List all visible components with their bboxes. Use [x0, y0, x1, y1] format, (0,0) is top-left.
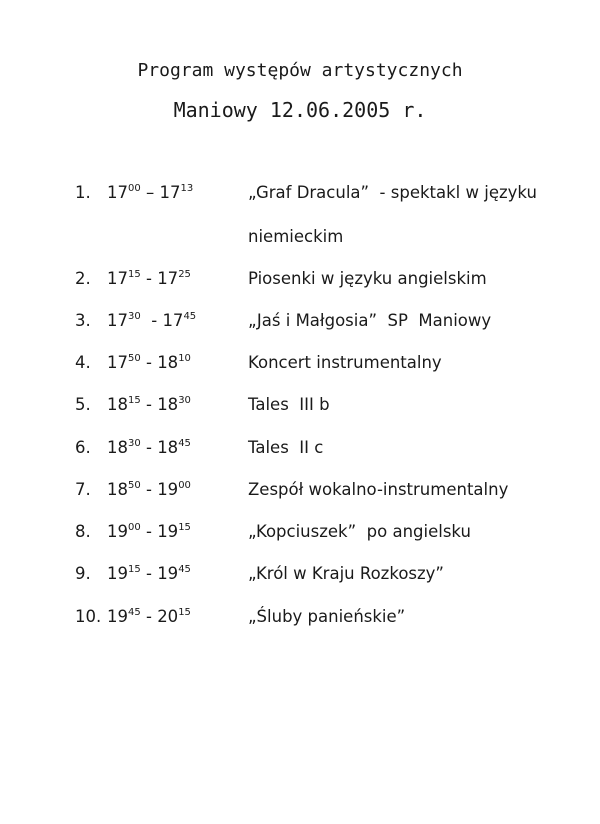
end-hour: 18	[157, 353, 179, 372]
start-minute: 30	[128, 438, 141, 449]
end-hour: 18	[157, 395, 179, 414]
item-description: Zespół wokalno-instrumentalny	[248, 480, 509, 499]
end-minute: 25	[178, 269, 191, 280]
start-hour: 18	[107, 395, 128, 414]
item-time	[107, 607, 191, 626]
start-minute: 30	[128, 311, 141, 322]
start-minute: 15	[128, 395, 141, 406]
start-minute: 15	[128, 564, 141, 575]
item-time	[107, 480, 191, 499]
item-number: 9.	[75, 564, 91, 583]
item-number: 5.	[75, 395, 91, 414]
end-hour: 17	[162, 311, 184, 330]
item-number: 3.	[75, 311, 91, 330]
item-number: 4.	[75, 353, 91, 372]
end-minute: 10	[178, 353, 191, 364]
item-time	[107, 353, 191, 372]
program-item	[0, 183, 600, 207]
start-minute: 50	[128, 480, 141, 491]
program-item-continuation	[0, 227, 600, 251]
end-hour: 19	[157, 480, 179, 499]
time-separator: -	[140, 438, 158, 457]
start-minute: 15	[128, 269, 141, 280]
end-hour: 17	[157, 269, 179, 288]
document-subtitle: Maniowy 12.06.2005 r.	[173, 98, 427, 122]
start-hour: 18	[107, 480, 128, 499]
item-description: Koncert instrumentalny	[248, 353, 442, 372]
time-separator: -	[140, 353, 158, 372]
program-item	[0, 353, 600, 377]
item-description-continued: niemieckim	[248, 227, 344, 246]
program-item	[0, 480, 600, 504]
start-hour: 19	[107, 607, 128, 626]
item-time	[107, 269, 191, 288]
time-separator: -	[140, 269, 158, 288]
start-hour: 17	[107, 269, 128, 288]
item-description: „Król w Kraju Rozkoszy”	[248, 564, 444, 583]
item-number: 6.	[75, 438, 91, 457]
time-separator: -	[140, 395, 158, 414]
item-time	[107, 438, 191, 457]
start-hour: 17	[107, 183, 128, 202]
item-time	[107, 311, 196, 330]
end-hour: 19	[157, 522, 179, 541]
time-separator: -	[140, 522, 158, 541]
item-description: „Jaś i Małgosia” SP Maniowy	[248, 311, 492, 330]
item-description: „Graf Dracula” - spektakl w języku	[248, 183, 537, 202]
end-hour: 20	[157, 607, 179, 626]
start-hour: 17	[107, 353, 128, 372]
item-description: Tales III b	[248, 395, 330, 414]
item-number: 8.	[75, 522, 91, 541]
time-separator: -	[140, 564, 158, 583]
item-number: 2.	[75, 269, 91, 288]
end-hour: 19	[157, 564, 179, 583]
item-description: Tales II c	[248, 438, 324, 457]
item-description: Piosenki w języku angielskim	[248, 269, 487, 288]
time-separator: –	[140, 183, 160, 202]
item-time	[107, 395, 191, 414]
program-item	[0, 269, 600, 293]
start-minute: 45	[128, 607, 141, 618]
end-hour: 18	[157, 438, 179, 457]
end-minute: 45	[178, 564, 191, 575]
end-minute: 13	[180, 183, 194, 194]
start-hour: 19	[107, 522, 128, 541]
end-minute: 15	[178, 522, 191, 533]
start-hour: 19	[107, 564, 128, 583]
item-description: „Kopciuszek” po angielsku	[248, 522, 471, 541]
start-minute: 50	[128, 353, 141, 364]
program-item	[0, 522, 600, 546]
program-item	[0, 564, 600, 588]
item-description: „Śluby panieńskie”	[248, 607, 406, 626]
time-separator: -	[140, 311, 163, 330]
item-number: 1.	[75, 183, 91, 202]
time-separator: -	[140, 480, 158, 499]
program-item	[0, 607, 600, 631]
end-minute: 15	[178, 607, 191, 618]
start-hour: 17	[107, 311, 128, 330]
start-hour: 18	[107, 438, 128, 457]
program-item	[0, 311, 600, 335]
document-title: Program występów artystycznych	[137, 60, 463, 81]
start-minute: 00	[128, 183, 141, 194]
time-separator: -	[140, 607, 158, 626]
item-number: 10.	[75, 607, 102, 626]
item-time	[107, 183, 193, 202]
start-minute: 00	[128, 522, 141, 533]
program-item	[0, 395, 600, 419]
end-minute: 45	[183, 311, 197, 322]
end-minute: 00	[178, 480, 191, 491]
program-item	[0, 438, 600, 462]
end-minute: 45	[178, 438, 191, 449]
item-time	[107, 564, 191, 583]
end-minute: 30	[178, 395, 191, 406]
item-number: 7.	[75, 480, 91, 499]
item-time	[107, 522, 191, 541]
end-hour: 17	[159, 183, 181, 202]
